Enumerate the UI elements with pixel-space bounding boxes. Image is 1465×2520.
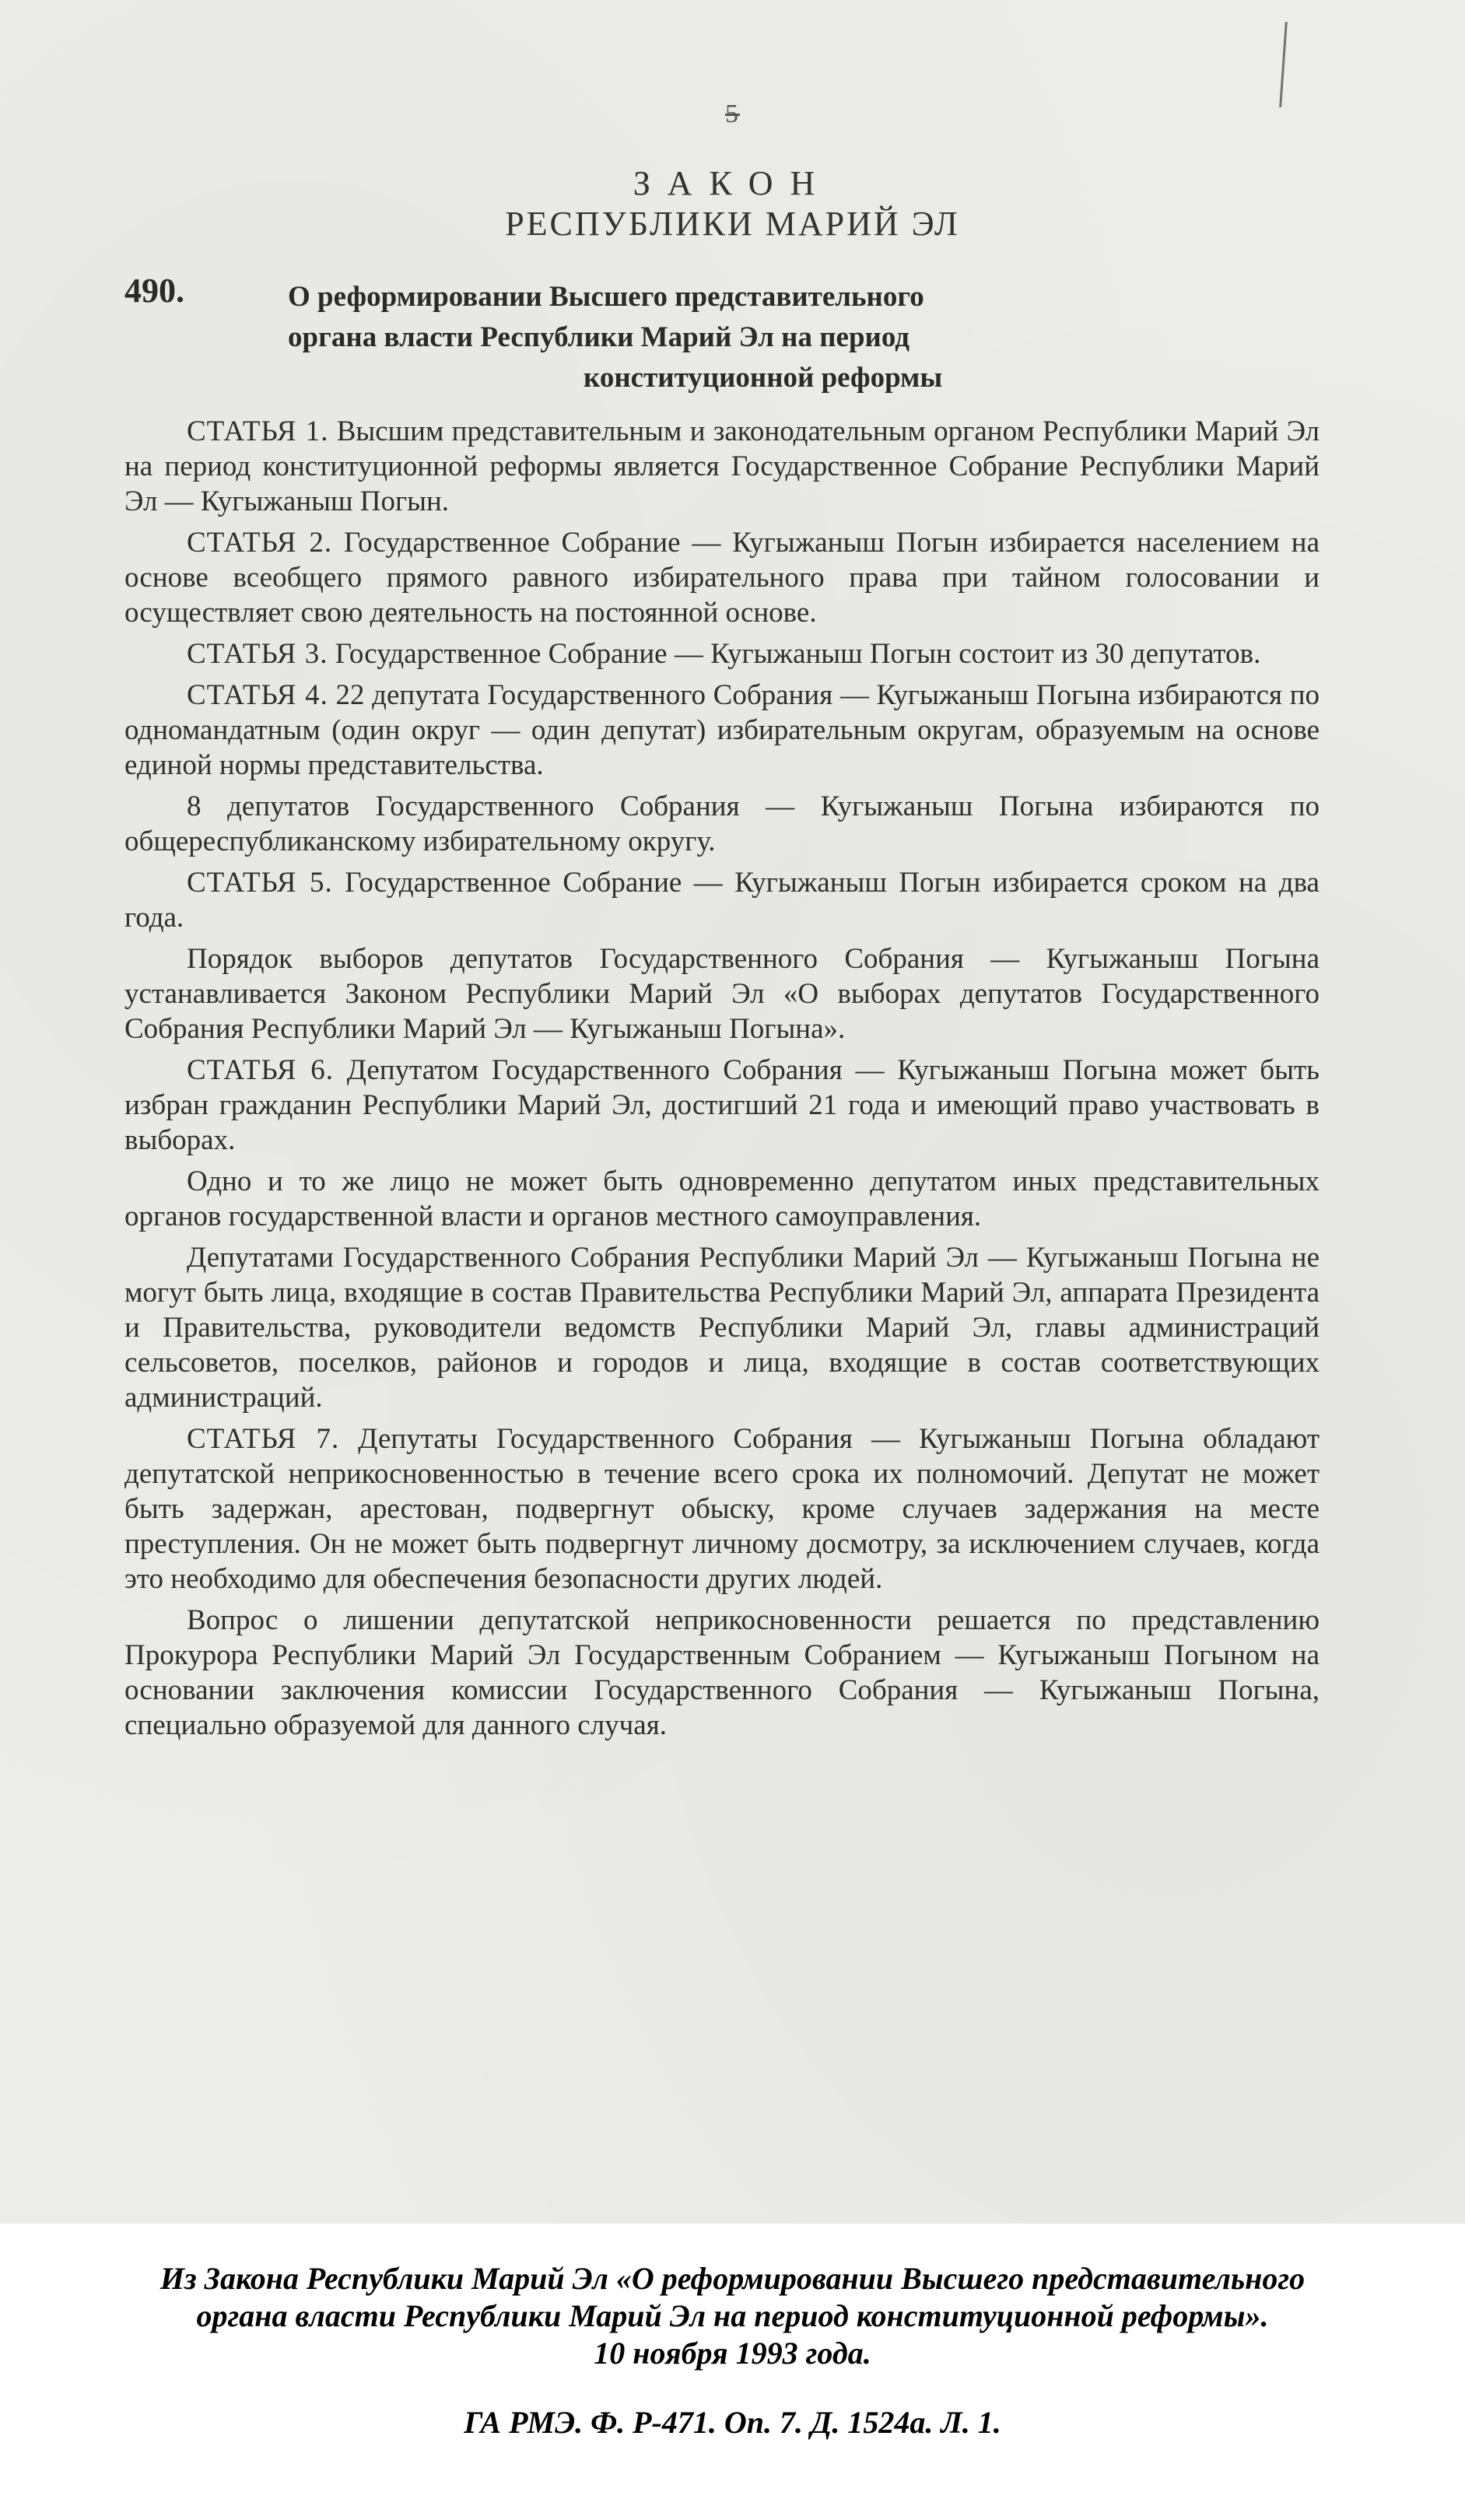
article-label: СТАТЬЯ 2.	[187, 527, 333, 559]
law-title-line: конституционной реформы	[584, 362, 943, 394]
caption	[0, 2260, 1465, 2372]
paragraph-text: Депутаты Государственного Собрания — Кугыжаныш Погына обладают депутатской неприкосновенностью в течение всего срока их полномочий. Депутат не может быть задержан, арестован, подвергнут обыску, кроме случаев задержания на месте преступления. Он не может быть подвергнут личному досмотру, за исключением случаев, когда это необходимо для обеспечения безопасности других людей.	[124, 1423, 1320, 1595]
article-label: СТАТЬЯ 1.	[187, 415, 329, 447]
heading-law: ЗАКОН	[633, 164, 832, 202]
paragraph-text: 22 депутата Государственного Собрания — Кугыжаныш Погына избираются по одномандатным (один округ — один депутат) избирательным округам, образуемым на основе единой нормы представительства.	[124, 679, 1320, 781]
law-paragraph	[124, 1421, 1320, 1596]
law-paragraph	[124, 1240, 1320, 1415]
law-paragraph	[124, 414, 1320, 519]
law-body	[124, 414, 1320, 1749]
caption-line: Из Закона Республики Марий Эл «О реформировании Высшего представительного	[159, 2261, 1306, 2296]
caption-line: органа власти Республики Марий Эл на период конституционной реформы».	[196, 2298, 1269, 2333]
paragraph-text: Депутатом Государственного Собрания — Кугыжаныш Погына может быть избран гражданин Республики Марий Эл, достигший 21 года и имеющий право участвовать в выборах.	[124, 1054, 1320, 1156]
article-label: СТАТЬЯ 4.	[187, 679, 328, 711]
law-paragraph	[124, 941, 1320, 1046]
law-title	[288, 277, 1183, 398]
law-paragraph	[124, 1053, 1320, 1158]
law-title-line: О реформировании Высшего представительного	[288, 281, 924, 313]
law-paragraph	[124, 636, 1320, 671]
paragraph-text: Депутатами Государственного Собрания Республики Марий Эл — Кугыжаныш Погына не могут быть лица, входящие в состав Правительства Республики Марий Эл, аппарата Президента и Правительства, руководители ведомств Республики Марий Эл, главы администраций сельсоветов, поселков, районов и городов и лица, входящие в состав соответствующих администраций.	[124, 1242, 1320, 1414]
paragraph-text: Высшим представительным и законодательным органом Республики Марий Эл на период конституционной реформы является Государственное Собрание Республики Марий Эл — Кугыжаныш Погын.	[124, 415, 1320, 517]
margin-pen-mark	[1279, 22, 1288, 107]
law-paragraph	[124, 1603, 1320, 1743]
page-number	[0, 100, 1465, 129]
article-label: СТАТЬЯ 5.	[187, 867, 333, 899]
heading-republic: РЕСПУБЛИКИ МАРИЙ ЭЛ	[505, 205, 960, 243]
paragraph-text: Одно и то же лицо не может быть одновременно депутатом иных представительных органов государственной власти и органов местного самоуправления.	[124, 1165, 1320, 1232]
page-number-value: 5	[725, 100, 740, 128]
paragraph-text: Вопрос о лишении депутатской неприкосновенности решается по представлению Прокурора Республики Марий Эл Государственным Собранием — Кугыжаныш Погыном на основании заключения комиссии Государственного Собрания — Кугыжаныш Погына, специально образуемой для данного случая.	[124, 1604, 1320, 1741]
paragraph-text: Порядок выборов депутатов Государственного Собрания — Кугыжаныш Погына устанавливается Законом Республики Марий Эл «О выборах депутатов Государственного Собрания Республики Марий Эл — Кугыжаныш Погына».	[124, 943, 1320, 1045]
archive-reference: ГА РМЭ. Ф. Р-471. Оп. 7. Д. 1524а. Л. 1.	[464, 2405, 1001, 2440]
paragraph-text: Государственное Собрание — Кугыжаныш Погын состоит из 30 депутатов.	[328, 638, 1261, 670]
law-paragraph	[124, 525, 1320, 630]
article-label: СТАТЬЯ 6.	[187, 1054, 334, 1086]
article-label: СТАТЬЯ 7.	[187, 1423, 340, 1455]
law-paragraph	[124, 865, 1320, 935]
law-number: 490.	[124, 272, 184, 310]
law-paragraph	[124, 1164, 1320, 1234]
article-label: СТАТЬЯ 3.	[187, 638, 328, 670]
paragraph-text: 8 депутатов Государственного Собрания — Кугыжаныш Погына избираются по общереспубликанскому избирательному округу.	[124, 790, 1320, 857]
paragraph-text: Государственное Собрание — Кугыжаныш Погын избирается сроком на два года.	[124, 867, 1320, 934]
law-paragraph	[124, 789, 1320, 859]
law-title-line: органа власти Республики Марий Эл на период	[288, 321, 910, 353]
caption-line: 10 ноября 1993 года.	[594, 2336, 871, 2371]
law-paragraph	[124, 678, 1320, 783]
paragraph-text: Государственное Собрание — Кугыжаныш Погын избирается населением на основе всеобщего прямого равного избирательного права при тайном голосовании и осуществляет свою деятельность на постоянной основе.	[124, 527, 1320, 629]
